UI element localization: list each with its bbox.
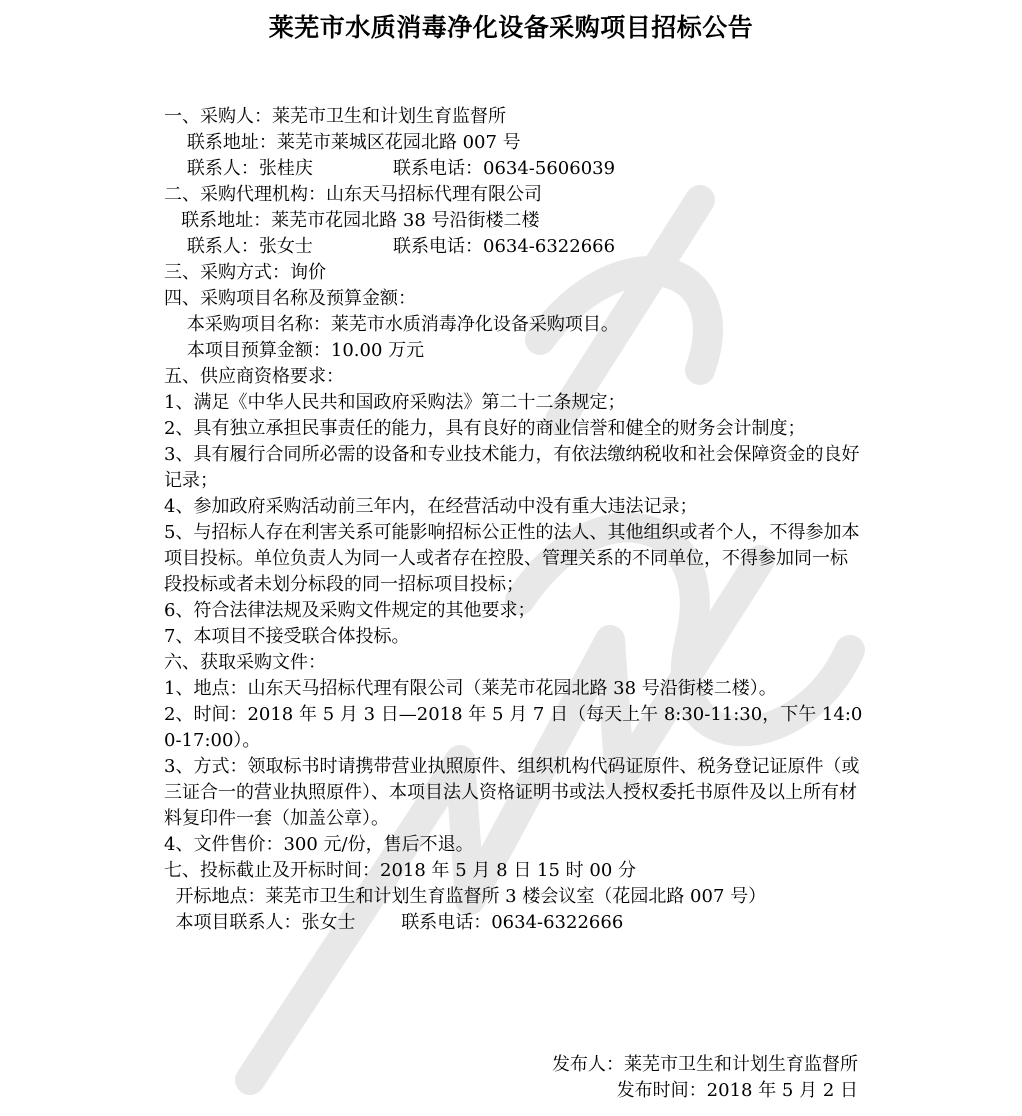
agency-address: 联系地址：莱芜市花园北路 38 号沿街楼二楼 (164, 210, 540, 231)
page-title: 莱芜市水质消毒净化设备采购项目招标公告 (268, 13, 754, 42)
agency-contact: 联系人：张女士 联系电话：0634-6322666 (164, 236, 616, 257)
qualification-item: 5、与招标人存在利害关系可能影响招标公正性的法人、其他组织或者个人，不得参加本项目投标。单位负责人为同一人或者存在控股、管理关系的不同单位，不得参加同一标段投标或者未划分标段的同一招标项目投标； (164, 522, 860, 595)
publisher: 发布人：莱芜市卫生和计划生育监督所 (552, 1054, 858, 1075)
obtain-location: 1、地点：山东天马招标代理有限公司（莱芜市花园北路 38 号沿街楼二楼）。 (164, 678, 777, 699)
obtain-time: 2、时间：2018 年 5 月 3 日—2018 年 5 月 7 日（每天上午 8:30-11:30，下午 14:00-17:00）。 (164, 704, 863, 751)
purchaser-contact: 联系人：张桂庆 联系电话：0634-5606039 (164, 158, 616, 179)
section-obtain-docs: 六、获取采购文件： (164, 652, 326, 673)
qualification-item: 1、满足《中华人民共和国政府采购法》第二十二条规定； (164, 392, 626, 413)
section-deadline: 七、投标截止及开标时间：2018 年 5 月 8 日 15 时 00 分 (164, 860, 637, 881)
publish-date: 发布时间：2018 年 5 月 2 日 (616, 1080, 858, 1101)
project-budget: 本项目预算金额：10.00 万元 (164, 340, 425, 361)
project-contact: 本项目联系人：张女士 联系电话：0634-6322666 (164, 912, 624, 933)
qualification-item: 2、具有独立承担民事责任的能力，具有良好的商业信誉和健全的财务会计制度； (164, 418, 806, 439)
section-agency: 二、采购代理机构：山东天马招标代理有限公司 (164, 184, 542, 205)
qualification-item: 3、具有履行合同所必需的设备和专业技术能力，有依法缴纳税收和社会保障资金的良好记录； (164, 444, 860, 491)
section-qualifications: 五、供应商资格要求： (164, 366, 344, 387)
project-name: 本采购项目名称：莱芜市水质消毒净化设备采购项目。 (164, 314, 619, 335)
section-purchaser: 一、采购人：莱芜市卫生和计划生育监督所 (164, 106, 506, 127)
qualification-item: 6、符合法律法规及采购文件规定的其他要求； (164, 600, 536, 621)
qualification-item: 7、本项目不接受联合体投标。 (164, 626, 410, 647)
document-body (164, 104, 864, 936)
obtain-method: 3、方式：领取标书时请携带营业执照原件、组织机构代码证原件、税务登记证原件（或三证合一的营业执照原件）、本项目法人资格证明书或法人授权委托书原件及以上所有材料复印件一套（加盖公章）。 (164, 756, 860, 829)
document-price: 4、文件售价：300 元/份，售后不退。 (164, 834, 474, 855)
purchaser-address: 联系地址：莱芜市莱城区花园北路 007 号 (164, 132, 521, 153)
opening-location: 开标地点：莱芜市卫生和计划生育监督所 3 楼会议室（花园北路 007 号） (164, 886, 767, 907)
section-project-budget: 四、采购项目名称及预算金额： (164, 288, 416, 309)
section-method: 三、采购方式：询价 (164, 262, 326, 283)
qualification-item: 4、参加政府采购活动前三年内，在经营活动中没有重大违法记录； (164, 496, 698, 517)
document-footer (552, 1052, 858, 1104)
